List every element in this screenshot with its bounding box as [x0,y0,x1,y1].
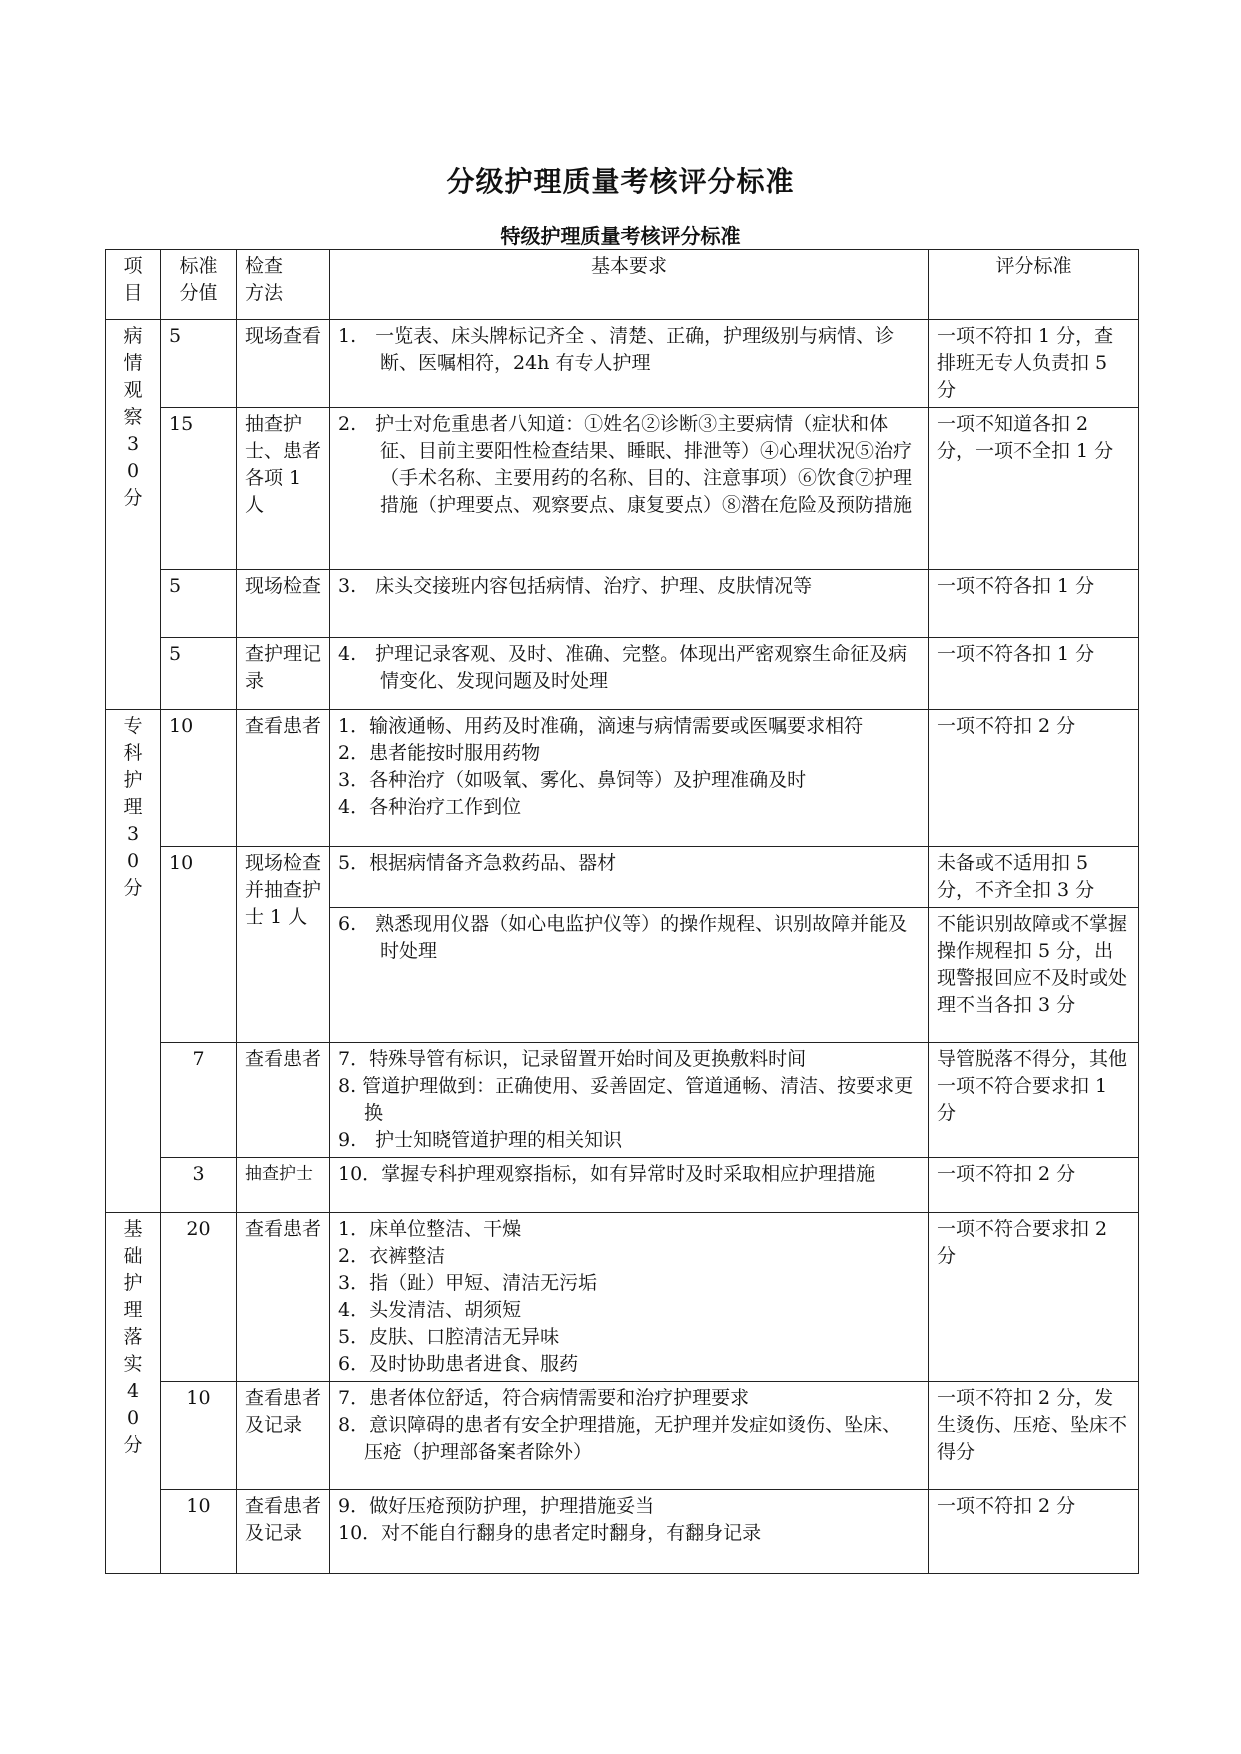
requirement-cell: 5．根据病情备齐急救药品、器材 [330,847,929,908]
criteria-cell: 一项不符各扣 1 分 [929,570,1139,638]
requirement-cell: 1．床单位整洁、干燥 2．衣裤整洁 3．指（趾）甲短、清洁无污垢 4．头发清洁、胡须短 5．皮肤、口腔清洁无异味 6．及时协助患者进食、服药 [330,1213,929,1382]
method-cell: 现场检查 [237,570,330,638]
method-cell: 查看患者 [237,1043,330,1158]
category-cell: 病情观察30分 [106,320,161,710]
criteria-cell: 一项不符扣 2 分 [929,1158,1139,1213]
table-row [106,1043,1139,1158]
method-cell: 现场检查并抽查护士 1 人 [237,847,330,1043]
criteria-cell: 一项不符各扣 1 分 [929,638,1139,710]
table-row [106,638,1139,710]
criteria-cell: 一项不符扣 2 分 [929,710,1139,847]
method-cell: 查看患者及记录 [237,1382,330,1490]
score-cell: 10 [161,1490,237,1574]
category-cell: 基础护理落实40分 [106,1213,161,1574]
category-cell: 专科护理30分 [106,710,161,1213]
requirement-cell: 7．患者体位舒适，符合病情需要和治疗护理要求 8．意识障碍的患者有安全护理措施，无护理并发症如烫伤、坠床、压疮（护理部备案者除外） [330,1382,929,1490]
criteria-cell: 一项不知道各扣 2 分，一项不全扣 1 分 [929,408,1139,570]
requirement-cell: 1. 一览表、床头牌标记齐全 、清楚、正确，护理级别与病情、诊断、医嘱相符，24h 有专人护理 [330,320,929,408]
requirement-cell: 4. 护理记录客观、及时、准确、完整。体现出严密观察生命征及病情变化、发现问题及时处理 [330,638,929,710]
table-row [106,320,1139,408]
criteria-cell: 未备或不适用扣 5 分，不齐全扣 3 分 [929,847,1139,908]
criteria-cell: 一项不符扣 2 分 [929,1490,1139,1574]
table-row [106,1490,1139,1574]
table-header-row [106,250,1139,320]
table-row [106,1382,1139,1490]
document-subtitle: 特级护理质量考核评分标准 [500,224,741,248]
score-cell: 15 [161,408,237,570]
score-cell: 20 [161,1213,237,1382]
method-cell: 现场查看 [237,320,330,408]
score-cell: 5 [161,320,237,408]
score-cell: 5 [161,570,237,638]
criteria-cell: 一项不符合要求扣 2 分 [929,1213,1139,1382]
header-criteria: 评分标准 [929,250,1139,320]
score-cell: 10 [161,847,237,1043]
document-title: 分级护理质量考核评分标准 [446,165,795,198]
criteria-cell: 一项不符扣 2 分，发生烫伤、压疮、坠床不得分 [929,1382,1139,1490]
header-requirement: 基本要求 [330,250,929,320]
requirement-cell: 1．输液通畅、用药及时准确，滴速与病情需要或医嘱要求相符 2．患者能按时服用药物 3．各种治疗（如吸氧、雾化、鼻饲等）及护理准确及时 4．各种治疗工作到位 [330,710,929,847]
criteria-cell: 一项不符扣 1 分，查排班无专人负责扣 5 分 [929,320,1139,408]
table-row [106,847,1139,908]
method-cell: 查看患者 [237,710,330,847]
requirement-cell: 7．特殊导管有标识，记录留置开始时间及更换敷料时间 8. 管道护理做到：正确使用、妥善固定、管道通畅、清洁、按要求更换 9. 护士知晓管道护理的相关知识 [330,1043,929,1158]
criteria-cell: 导管脱落不得分，其他一项不符合要求扣 1 分 [929,1043,1139,1158]
method-cell: 抽查护士 [237,1158,330,1213]
score-cell: 10 [161,710,237,847]
table-row [106,408,1139,570]
requirement-cell: 10．掌握专科护理观察指标，如有异常时及时采取相应护理措施 [330,1158,929,1213]
score-cell: 7 [161,1043,237,1158]
requirement-cell: 9．做好压疮预防护理，护理措施妥当 10．对不能自行翻身的患者定时翻身，有翻身记录 [330,1490,929,1574]
method-cell: 查看患者 [237,1213,330,1382]
score-cell: 5 [161,638,237,710]
requirement-cell: 6. 熟悉现用仪器（如心电监护仪等）的操作规程、识别故障并能及时处理 [330,908,929,1043]
requirement-cell: 2. 护士对危重患者八知道：①姓名②诊断③主要病情（症状和体征、目前主要阳性检查结果、睡眠、排泄等）④心理状况⑤治疗（手术名称、主要用药的名称、目的、注意事项）⑥饮食⑦护理措施（护理要点、观察要点、康复要点）⑧潜在危险及预防措施 [330,408,929,570]
method-cell: 抽查护士、患者各项 1 人 [237,408,330,570]
scoring-table [105,249,1139,1574]
header-item: 项目 [106,250,161,320]
table-row [106,1213,1139,1382]
score-cell: 10 [161,1382,237,1490]
criteria-cell: 不能识别故障或不掌握操作规程扣 5 分，出现警报回应不及时或处理不当各扣 3 分 [929,908,1139,1043]
header-score: 标准分值 [161,250,237,320]
method-cell: 查看患者及记录 [237,1490,330,1574]
score-cell: 3 [161,1158,237,1213]
table-row [106,570,1139,638]
table-row [106,710,1139,847]
header-method: 检查方法 [237,250,330,320]
table-row [106,1158,1139,1213]
requirement-cell: 3. 床头交接班内容包括病情、治疗、护理、皮肤情况等 [330,570,929,638]
method-cell: 查护理记录 [237,638,330,710]
